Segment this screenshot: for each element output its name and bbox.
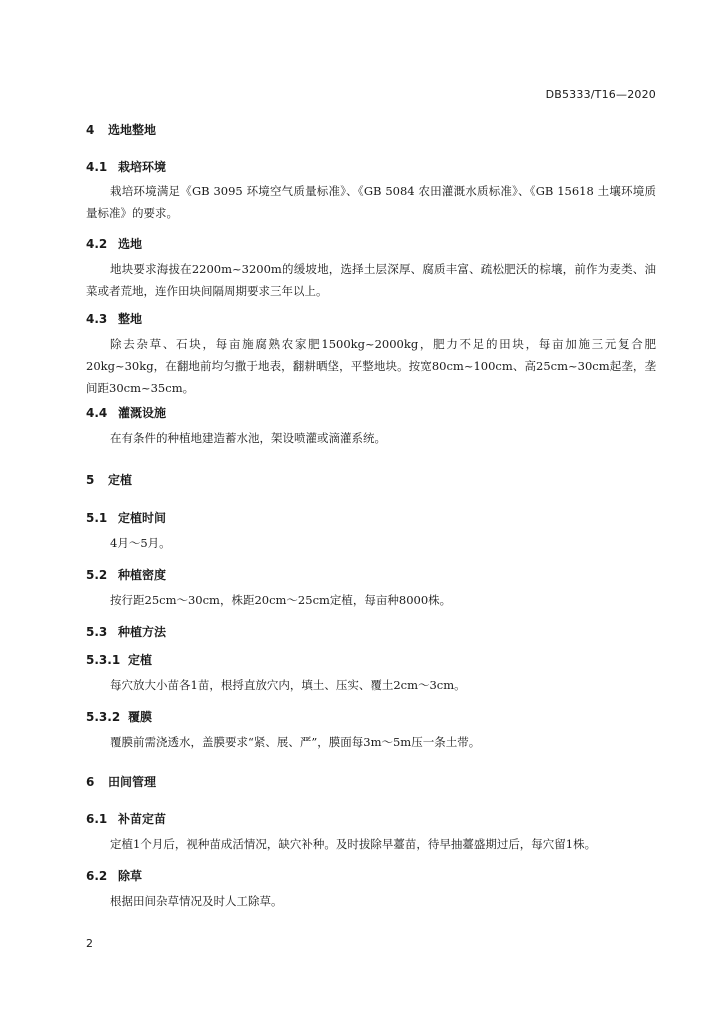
section-number: 6.2: [86, 869, 108, 883]
section-title: 田间管理: [108, 775, 157, 789]
section-5-3-1-heading: [86, 651, 152, 668]
section-title: 栽培环境: [118, 160, 167, 174]
section-4-4-text: 在有条件的种植地建造蓄水池，架设喷灌或滴灌系统。: [110, 431, 386, 445]
section-number: 4.2: [86, 237, 108, 251]
section-5-3-heading: [86, 623, 166, 640]
section-number: 4.3: [86, 312, 108, 326]
section-number: 5.1: [86, 511, 108, 525]
page-number: 2: [86, 937, 93, 950]
section-4-1-text: 栽培环境满足《GB 3095 环境空气质量标准》、《GB 5084 农田灌溉水质标准》、《GB 15618 土壤环境质量标准》的要求。: [86, 184, 656, 220]
section-4-2-text: 地块要求海拔在2200m~3200m的缓坡地，选择土层深厚、腐质丰富、疏松肥沃的棕壤，前作为麦类、油菜或者荒地，连作田块间隔周期要求三年以上。: [86, 262, 656, 298]
section-number: 5.2: [86, 568, 108, 582]
section-title: 选地: [118, 237, 143, 251]
section-5-2-text: 按行距25cm～30cm，株距20cm～25cm定植，每亩种8000株。: [110, 593, 452, 607]
section-title: 除草: [118, 869, 143, 883]
section-6-1-text: 定植1个月后，视种苗成活情况，缺穴补种。及时拔除早薹苗，待早抽薹盛期过后，每穴留1株。: [110, 837, 597, 851]
section-5-heading: [86, 471, 132, 488]
section-4-heading: [86, 121, 156, 138]
section-6-2-heading: [86, 867, 142, 884]
section-title: 补苗定苗: [118, 812, 167, 826]
section-5-1-text: 4月～5月。: [110, 536, 171, 550]
section-title: 整地: [118, 312, 143, 326]
section-title: 覆膜: [128, 710, 153, 724]
section-6-heading: [86, 773, 156, 790]
section-4-1-heading: [86, 158, 166, 175]
section-6-1-heading: [86, 810, 166, 827]
section-number: 5.3: [86, 625, 108, 639]
section-4-2-heading: [86, 235, 142, 252]
section-4-4-heading: [86, 404, 166, 421]
section-4-3-text: 除去杂草、石块，每亩施腐熟农家肥1500kg~2000kg，肥力不足的田块，每亩加施三元复合肥20kg~30kg，在翻地前均匀撒于地表，翻耕晒垡，平整地块。按宽80cm~100cm、高25cm~30cm起垄，垄间距30cm~35cm。: [86, 337, 656, 395]
section-title: 定植: [128, 653, 153, 667]
section-5-3-2-heading: [86, 708, 152, 725]
section-6-2-text: 根据田间杂草情况及时人工除草。: [110, 894, 283, 908]
section-title: 种植密度: [118, 568, 167, 582]
section-number: 5: [86, 473, 95, 487]
section-number: 6: [86, 775, 95, 789]
section-5-3-2-text: 覆膜前需浇透水，盖膜要求“紧、展、严”，膜面每3m～5m压一条土带。: [110, 735, 481, 749]
section-5-2-heading: [86, 566, 166, 583]
section-number: 4: [86, 123, 95, 137]
section-5-1-heading: [86, 509, 166, 526]
section-number: 5.3.2: [86, 710, 121, 724]
section-number: 4.4: [86, 406, 108, 420]
section-number: 4.1: [86, 160, 108, 174]
section-5-3-1-text: 每穴放大小苗各1苗，根捋直放穴内，填土、压实、覆土2cm～3cm。: [110, 678, 466, 692]
standard-code: DB5333/T16—2020: [545, 88, 656, 101]
section-number: 6.1: [86, 812, 108, 826]
section-title: 灌溉设施: [118, 406, 167, 420]
section-4-3-heading: [86, 310, 142, 327]
section-title: 种植方法: [118, 625, 167, 639]
section-title: 定植时间: [118, 511, 167, 525]
section-number: 5.3.1: [86, 653, 121, 667]
section-title: 定植: [108, 473, 133, 487]
section-title: 选地整地: [108, 123, 157, 137]
